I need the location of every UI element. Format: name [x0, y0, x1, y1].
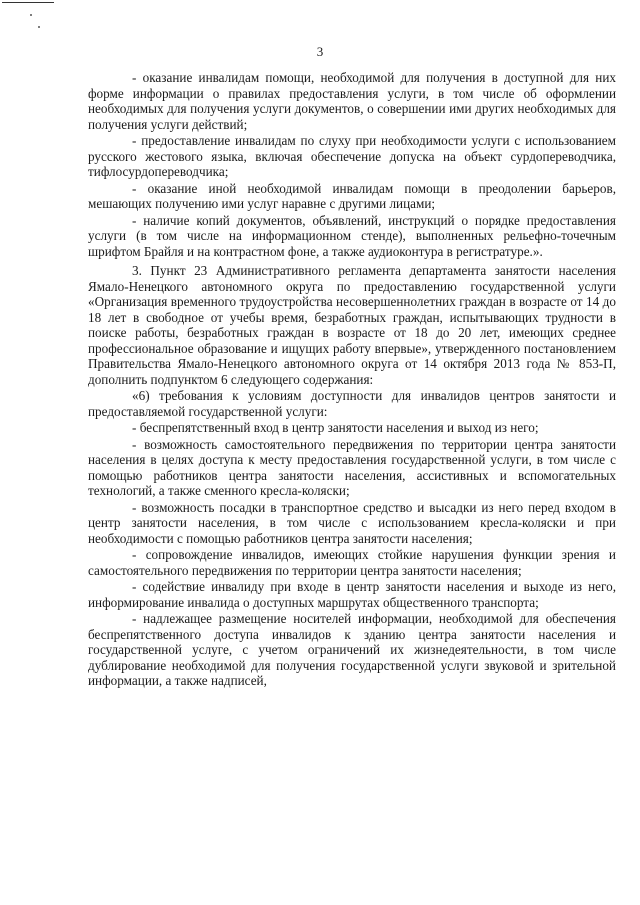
paragraph: «6) требования к условиям доступности для инвалидов центров занятости и предоставляемой государственной услуги:: [88, 388, 616, 419]
document-body: [88, 70, 616, 690]
paragraph: - оказание иной необходимой инвалидам помощи в преодолении барьеров, мешающих получению ими услуг наравне с другими лицами;: [88, 180, 616, 211]
paragraph: 3. Пункт 23 Административного регламента департамента занятости населения Ямало-Ненецкого автономного округа по предоставлению государственной услуги «Организация временного трудоустройства несовершеннолетних граждан в возрасте от 14 до 18 лет в свободное от учебы время, безработных граждан, испытывающих трудности в поиске работы, безработных граждан в возрасте от 18 до 20 лет, имеющих среднее профессиональное образование и ищущих работу впервые», утвержденного постановлением Правительства Ямало-Ненецкого автономного округа от 14 октября 2013 года № 853-П, дополнить подпунктом 6 следующего содержания:: [88, 263, 616, 387]
scan-dot: [38, 26, 40, 28]
paragraph: - сопровождение инвалидов, имеющих стойкие нарушения функции зрения и самостоятельного передвижения по территории центра занятости населения;: [88, 547, 616, 578]
paragraph: - оказание инвалидам помощи, необходимой для получения в доступной для них форме информации о правилах предоставления услуги, в том числе об оформлении необходимых для получения услуги документов, о совершении ими других необходимых для получения услуги действий;: [88, 70, 616, 132]
paragraph: - надлежащее размещение носителей информации, необходимой для обеспечения беспрепятственного доступа инвалидов к зданию центра занятости населения и государственной услуге, с учетом ограничений их жизнедеятельности, в том числе дублирование необходимой для получения государственной услуги звуковой и зрительной информации, а также надписей,: [88, 611, 616, 688]
paragraph: - возможность посадки в транспортное средство и высадки из него перед входом в центр занятости населения, в том числе с использованием кресла-коляски и при необходимости с помощью работников центра занятости населения;: [88, 499, 616, 546]
paragraph: - беспрепятственный вход в центр занятости населения и выход из него;: [132, 420, 539, 435]
paragraph: - предоставление инвалидам по слуху при необходимости услуги с использованием русского жестового языка, включая обеспечение допуска на объект сурдопереводчика, тифлосурдопереводчика;: [88, 133, 616, 179]
scan-dot: [30, 14, 32, 16]
scan-corner-mark: [2, 2, 54, 3]
paragraph: - возможность самостоятельного передвижения по территории центра занятости населения в целях доступа к месту предоставления государственной услуги, в том числе с помощью работников центра занятости населения, ассистивных и вспомогательных технологий, а также сменного кресла-коляски;: [88, 436, 616, 498]
paragraph: - содействие инвалиду при входе в центр занятости населения и выходе из него, информирование инвалида о доступных маршрутах общественного транспорта;: [88, 579, 616, 610]
paragraph: - наличие копий документов, объявлений, инструкций о порядке предоставления услуги (в том числе на информационном стенде), выполненных рельефно-точечным шрифтом Брайля и на контрастном фоне, а также аудиоконтура в регистратуре.».: [88, 212, 616, 259]
page-number: 3: [316, 44, 324, 59]
